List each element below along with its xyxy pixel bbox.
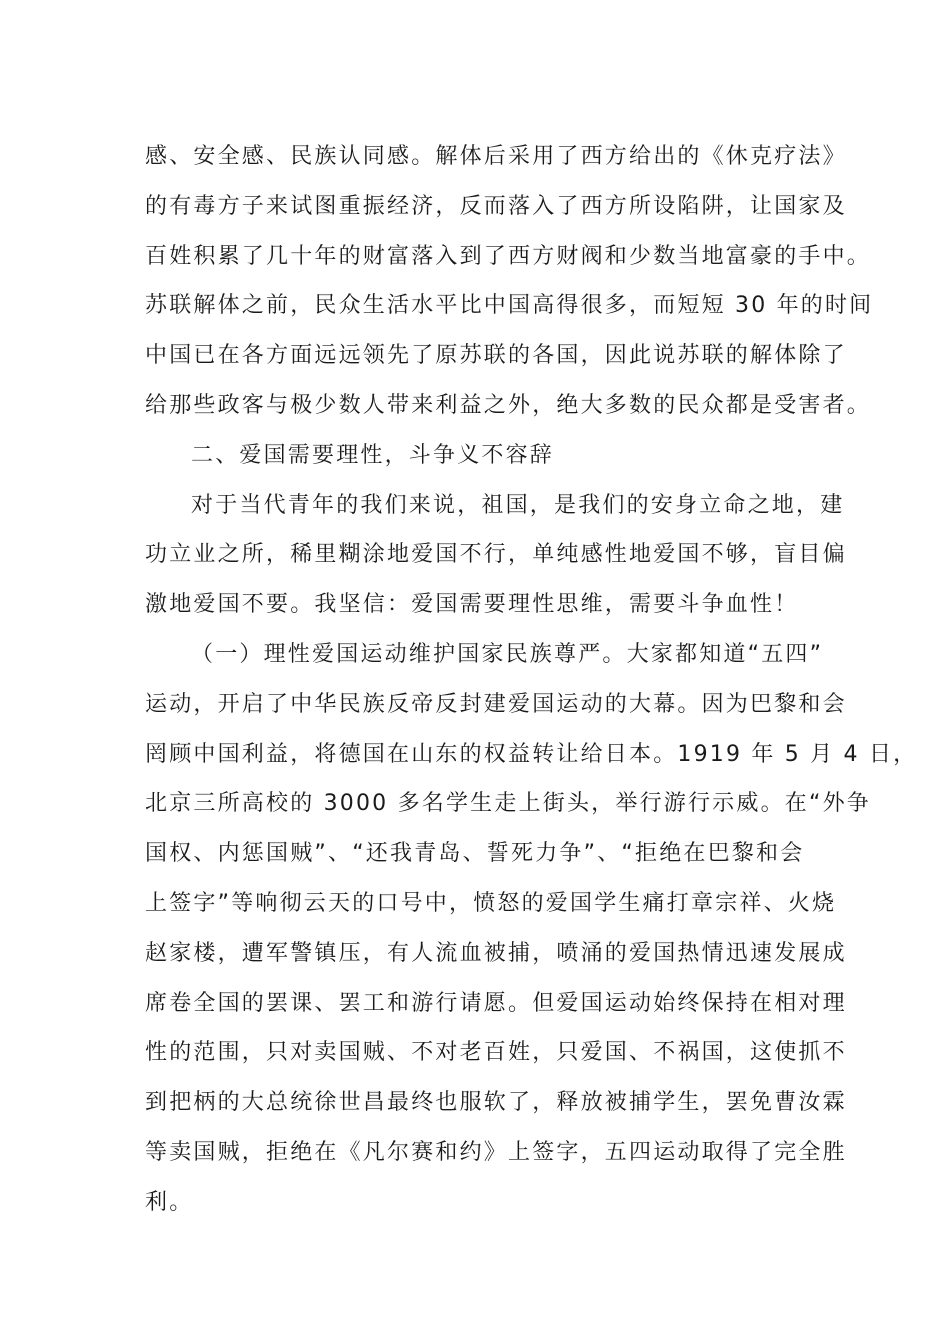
text-line: 苏联解体之前，民众生活水平比中国高得很多，而短短 30 年的时间 (145, 293, 874, 319)
text-line: 到把柄的大总统徐世昌最终也服软了，释放被捕学生，罢免曹汝霖 (145, 1090, 847, 1116)
text-line: 激地爱国不要。我坚信：爱国需要理性思维，需要斗争血性！ (145, 592, 799, 618)
body-text (145, 132, 918, 1228)
text-line: 中国已在各方面远远领先了原苏联的各国，因此说苏联的解体除了 (145, 343, 847, 369)
text-line: 百姓积累了几十年的财富落入到了西方财阀和少数当地富豪的手中。 (145, 243, 872, 269)
text-line: 等卖国贼，拒绝在《凡尔赛和约》上签字，五四运动取得了完全胜 (145, 1139, 847, 1165)
text-line: 给那些政客与极少数人带来利益之外，绝大多数的民众都是受害者。 (145, 392, 872, 418)
paragraph-start: 对于当代青年的我们来说，祖国，是我们的安身立命之地，建 (191, 492, 845, 518)
text-line: 罔顾中国利益，将德国在山东的权益转让给日本。1919 年 5 月 4 日， (145, 741, 918, 767)
text-line: 运动，开启了中华民族反帝反封建爱国运动的大幕。因为巴黎和会 (145, 691, 847, 717)
text-line: 利。 (145, 1189, 194, 1215)
text-line: 席卷全国的罢课、罢工和游行请愿。但爱国运动始终保持在相对理 (145, 990, 847, 1016)
text-line: 北京三所高校的 3000 多名学生走上街头，举行游行示威。在“外争 (145, 791, 871, 817)
text-line: 国权、内惩国贼”、“还我青岛、誓死力争”、“拒绝在巴黎和会 (145, 841, 805, 867)
text-line: 赵家楼，遭军警镇压，有人流血被捕，喷涌的爱国热情迅速发展成 (145, 940, 847, 966)
text-line: 性的范围，只对卖国贼、不对老百姓，只爱国、不祸国，这使抓不 (145, 1040, 847, 1066)
section-heading: 二、爱国需要理性，斗争义不容辞 (191, 442, 555, 468)
text-line: 上签字”等响彻云天的口号中，愤怒的爱国学生痛打章宗祥、火烧 (145, 890, 837, 916)
text-line: 感、安全感、民族认同感。解体后采用了西方给出的《休克疗法》 (145, 144, 847, 169)
text-line: 功立业之所，稀里糊涂地爱国不行，单纯感性地爱国不够，盲目偏 (145, 542, 847, 568)
subsection-heading: （一）理性爱国运动维护国家民族尊严。大家都知道“五四” (191, 641, 824, 667)
text-line: 的有毒方子来试图重振经济，反而落入了西方所设陷阱，让国家及 (145, 193, 847, 219)
